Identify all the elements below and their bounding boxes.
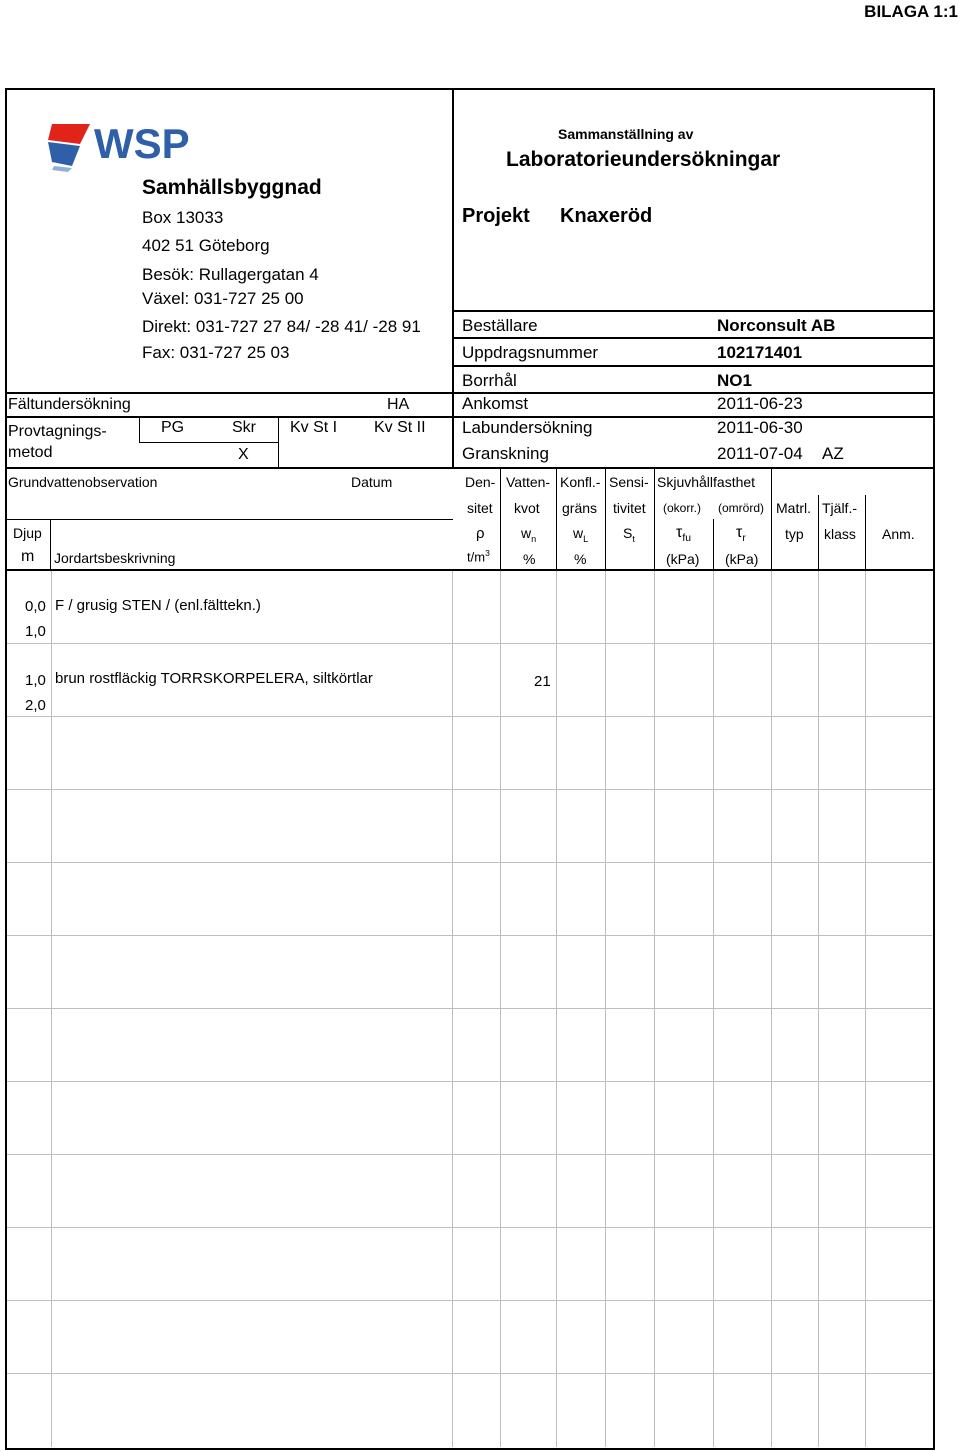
method-kv-st-1: Kv St I	[290, 419, 338, 436]
rule	[50, 519, 51, 569]
densitet-symbol: ρ	[476, 525, 485, 542]
rule	[605, 467, 606, 569]
rule	[500, 467, 501, 569]
company-visit: Besök: Rullagergatan 4	[142, 265, 319, 284]
datum-label: Datum	[351, 474, 393, 490]
depth-to: 1,0	[25, 623, 46, 640]
sensitivitet-head-1: Sensi-	[609, 474, 649, 490]
wsp-logo-icon	[46, 120, 216, 174]
rule	[5, 569, 933, 571]
labunders-label: Labundersökning	[462, 418, 593, 437]
company-box: Box 13033	[142, 208, 224, 227]
bestallare-label: Beställare	[462, 316, 538, 335]
matrl-head-1: Matrl.	[776, 500, 811, 516]
tau-fu-sub: fu	[682, 533, 691, 545]
skjuv-head: Skjuvhållfasthet	[657, 474, 756, 490]
granskning-sign: AZ	[822, 444, 844, 463]
konfl-unit: %	[574, 551, 587, 567]
company-name: Samhällsbyggnad	[142, 176, 322, 199]
summary-of: Sammanställning av	[558, 126, 694, 142]
djup-label: Djup	[13, 525, 42, 541]
faltundersokning-label: Fältundersökning	[8, 396, 131, 413]
borrhal-label: Borrhål	[462, 371, 517, 390]
rule	[5, 519, 453, 520]
bestallare-value: Norconsult AB	[717, 316, 836, 335]
tau-fu-unit: (kPa)	[666, 551, 700, 567]
method-skr: Skr	[232, 419, 256, 436]
densitet-head-2: sitet	[467, 500, 493, 516]
densitet-unit-base: t/m	[467, 549, 486, 565]
grundvatten-label: Grundvattenobservation	[8, 474, 158, 490]
m-label: m	[21, 548, 35, 565]
vattenkvot-unit: %	[523, 551, 536, 567]
densitet-unit	[467, 548, 490, 564]
soil-description: F / grusig STEN / (enl.fälttekn.)	[55, 597, 261, 614]
tau-r-symbol	[736, 524, 746, 544]
method-kv-st-2: Kv St II	[374, 419, 426, 436]
depth-from: 0,0	[25, 598, 46, 615]
omrord-label: (omrörd)	[718, 501, 765, 515]
rule	[865, 495, 866, 569]
company-switchboard: Växel: 031-727 25 00	[142, 289, 304, 308]
method-pg: PG	[161, 419, 185, 436]
rule	[556, 467, 557, 569]
vattenkvot-symbol	[521, 525, 536, 544]
vattenkvot-head-2: kvot	[514, 500, 540, 516]
provtagnings-label: Provtagnings-	[8, 423, 107, 440]
company-fax: Fax: 031-727 25 03	[142, 343, 290, 362]
vattenkvot-head-1: Vatten-	[506, 474, 551, 490]
project-label: Projekt	[462, 205, 530, 227]
granskning-value: 2011-07-04	[717, 444, 803, 463]
konfl-symbol-base: w	[573, 525, 584, 541]
rule	[139, 416, 140, 442]
tau-fu-base: τ	[676, 524, 683, 541]
sensitivitet-symbol-sub: t	[632, 533, 635, 544]
sensitivitet-head-2: tivitet	[613, 500, 646, 516]
depth-to: 2,0	[25, 697, 46, 714]
project-name: Knaxeröd	[560, 205, 653, 227]
tjalf-head-1: Tjälf.-	[822, 500, 857, 516]
svg-text:WSP: WSP	[94, 120, 190, 167]
konfl-symbol-sub: L	[583, 533, 589, 544]
rule	[452, 310, 933, 312]
rule	[771, 467, 772, 569]
skr-mark: X	[238, 446, 249, 463]
rule	[452, 365, 933, 367]
company-postal: 402 51 Göteborg	[142, 236, 270, 255]
ankomst-value: 2011-06-23	[717, 394, 803, 413]
densitet-unit-exp: 3	[485, 548, 490, 558]
rule	[5, 467, 933, 469]
borrhal-value: NO1	[717, 371, 752, 390]
sensitivitet-symbol	[623, 525, 635, 544]
tau-r-sub: r	[742, 533, 746, 545]
header-divider	[452, 88, 454, 468]
vattenkvot-symbol-sub: n	[531, 533, 537, 544]
report-title: Laboratorieundersökningar	[506, 148, 781, 171]
depth-from: 1,0	[25, 672, 46, 689]
densitet-head-1: Den-	[465, 474, 496, 490]
tau-fu-symbol	[676, 524, 691, 544]
granskning-label: Granskning	[462, 444, 549, 463]
tjalf-head-2: klass	[824, 526, 856, 542]
vattenkvot-symbol-base: w	[521, 525, 532, 541]
konfl-head-1: Konfl.-	[560, 474, 601, 490]
matrl-head-2: typ	[785, 526, 804, 542]
metod-label: metod	[8, 444, 53, 461]
rule	[713, 519, 714, 569]
rule	[654, 467, 655, 569]
rule	[452, 337, 933, 339]
anm-head: Anm.	[882, 526, 915, 542]
appendix-label: BILAGA 1:1	[864, 2, 958, 21]
uppdrag-value: 102171401	[717, 343, 803, 362]
uppdrag-label: Uppdragsnummer	[462, 343, 599, 362]
wsp-logo	[46, 120, 216, 179]
tau-r-base: τ	[736, 524, 743, 541]
jordart-label: Jordartsbeskrivning	[54, 550, 176, 566]
ha-label: HA	[387, 396, 410, 413]
company-direct: Direkt: 031-727 27 84/ -28 41/ -28 91	[142, 317, 421, 336]
soil-description: brun rostfläckig TORRSKORPELERA, siltkörtlar	[55, 670, 373, 687]
sensitivitet-symbol-base: S	[623, 525, 633, 541]
konfl-symbol	[573, 525, 588, 544]
okorr-label: (okorr.)	[663, 501, 702, 515]
ankomst-label: Ankomst	[462, 394, 529, 413]
tau-r-unit: (kPa)	[725, 551, 759, 567]
labunders-value: 2011-06-30	[717, 418, 803, 437]
rule	[139, 442, 279, 443]
rule	[278, 416, 279, 467]
konfl-head-2: gräns	[562, 500, 598, 516]
rule	[818, 495, 819, 569]
vattenkvot-value: 21	[534, 673, 551, 690]
